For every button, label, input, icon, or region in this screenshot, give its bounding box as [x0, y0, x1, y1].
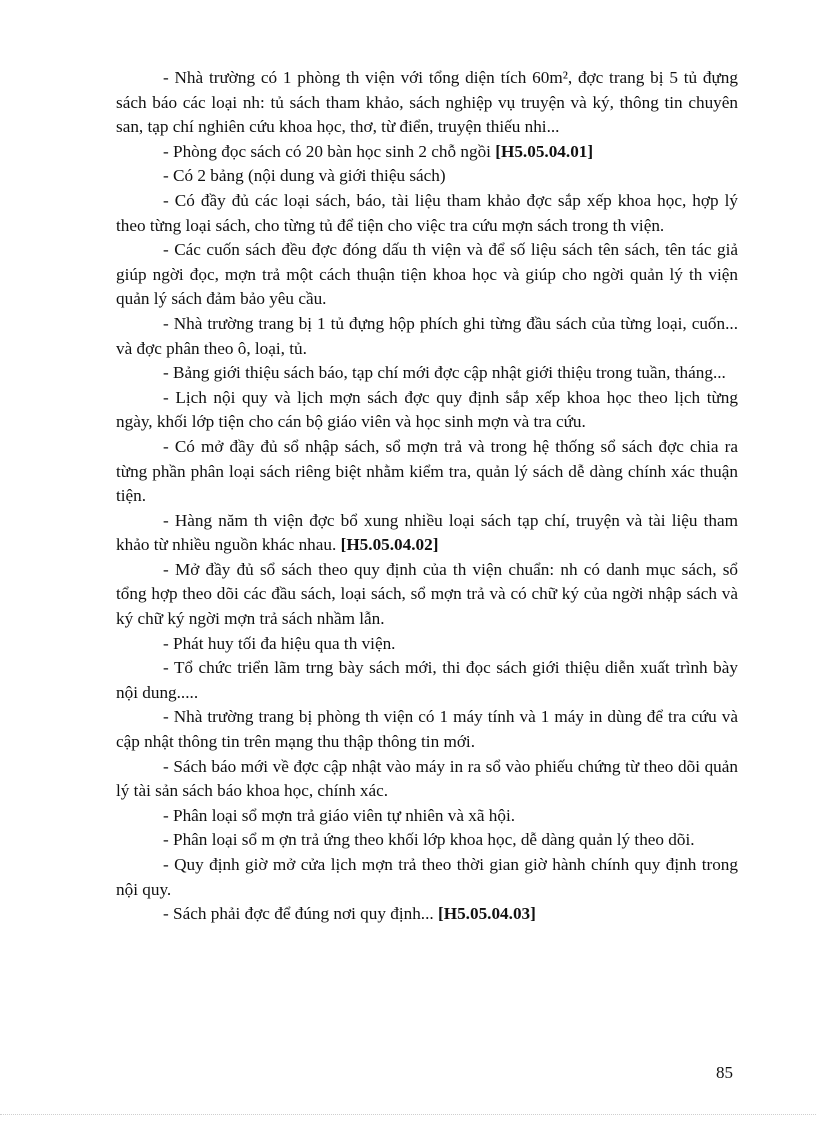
paragraph-text: - Lịch nội quy và lịch mợn sách đợc quy định sắp xếp khoa học theo lịch từng ngày, khối lớp tiện cho cán bộ giáo viên và học sinh mợn và tra cứu. [116, 387, 738, 432]
paragraph-text: - Quy định giờ mở cửa lịch mợn trả theo thời gian giờ hành chính quy định trong nội quy. [116, 855, 738, 899]
paragraph [116, 238, 738, 312]
paragraph [116, 164, 738, 189]
evidence-reference-code: [H5.05.04.02] [340, 535, 439, 555]
paragraph-text: - Có 2 bảng (nội dung và giới thiệu sách) [163, 166, 446, 186]
paragraph-text: - Phát huy tối đa hiệu qua th viện. [163, 633, 396, 653]
page-number: 85 [716, 1063, 733, 1082]
paragraph [116, 509, 738, 558]
paragraph [116, 435, 738, 509]
paragraph-text: - Bảng giới thiệu sách báo, tạp chí mới đợc cập nhật giới thiệu trong tuần, tháng... [163, 363, 726, 383]
paragraph [116, 632, 738, 657]
paragraph [116, 361, 738, 386]
paragraph [116, 755, 738, 804]
evidence-reference-code: [H5.05.04.03] [438, 904, 536, 924]
paragraph-text: - Có mở đầy đủ sổ nhập sách, sổ mợn trả và trong hệ thống sổ sách đợc chia ra từng phần phân loại sách riêng biệt nhằm kiểm tra, quản lý sách dễ dàng chính xác thuận tiện. [116, 436, 738, 506]
paragraph-text: - Sách phải đợc để đúng nơi quy định... [163, 904, 438, 924]
paragraph [116, 705, 738, 754]
paragraph [116, 656, 738, 705]
paragraph [116, 902, 738, 927]
paragraph-text: - Nhà trường có 1 phòng th viện với tổng diện tích 60m², đợc trang bị 5 tủ đựng sách báo các loại nh: tủ sách tham khảo, sách nghiệp vụ truyện và ký, thông tin chuyên san, tạp chí nghiên cứu khoa học, thơ, từ điển, truyện thiếu nhi... [116, 68, 738, 137]
paragraph-text: - Hàng năm th viện đợc bổ xung nhiều loại sách tạp chí, truyện và tài liệu tham khảo từ nhiều nguồn khác nhau. [116, 510, 738, 555]
paragraph-text: - Các cuốn sách đều đợc đóng dấu th viện và để số liệu sách tên sách, tên tác giả giúp ngời đọc, mợn trả một cách thuận tiện khoa học và giúp cho ngời quản lý th viện quản lý sách đảm bảo yêu cầu. [116, 240, 738, 309]
paragraph-text: - Nhà trường trang bị phòng th viện có 1 máy tính và 1 máy in dùng để tra cứu và cập nhật thông tin trên mạng thu thập thông tin mới. [116, 707, 738, 752]
paragraph-text: - Nhà trường trang bị 1 tủ đựng hộp phích ghi từng đầu sách của từng loại, cuốn... và đợc phân theo ô, loại, tủ. [116, 313, 738, 358]
paragraph [116, 66, 738, 140]
paragraph [116, 386, 738, 435]
paragraph-text: - Phân loại sổ m ợn trả ứng theo khối lớp khoa học, dễ dàng quản lý theo dõi. [163, 830, 695, 850]
paragraph-text: - Có đầy đủ các loại sách, báo, tài liệu tham khảo đợc sắp xếp khoa học, hợp lý theo từng loại sách, cho từng tủ để tiện cho việc tra cứu mợn sách trong th viện. [116, 190, 738, 235]
paragraph-text: - Phòng đọc sách có 20 bàn học sinh 2 chỗ ngồi [163, 141, 496, 161]
paragraph-text: - Sách báo mới về đợc cập nhật vào máy in ra sổ vào phiếu chứng từ theo dõi quản lý tài sản sách báo khoa học, chính xác. [116, 756, 738, 801]
paragraph [116, 558, 738, 632]
body-text [116, 66, 738, 927]
paragraph [116, 189, 738, 238]
paragraph [116, 828, 738, 853]
evidence-reference-code: [H5.05.04.01] [495, 141, 594, 161]
paragraph [116, 853, 738, 902]
paragraph-text: - Mở đầy đủ sổ sách theo quy định của th viện chuẩn: nh có danh mục sách, sổ tổng hợp theo dõi các đầu sách, loại sách, sổ mợn trả và có chữ ký của ngời nhập sách và ký chữ ký ngời mợn trả sách nhầm lẫn. [116, 559, 738, 629]
paragraph [116, 140, 738, 165]
paragraph [116, 804, 738, 829]
page-bottom-divider [0, 1114, 816, 1115]
paragraph [116, 312, 738, 361]
paragraph-text: - Tổ chức triển lãm trng bày sách mới, thi đọc sách giới thiệu diễn xuất trình bày nội dung..... [116, 658, 738, 702]
paragraph-text: - Phân loại sổ mợn trả giáo viên tự nhiên và xã hội. [163, 805, 516, 825]
